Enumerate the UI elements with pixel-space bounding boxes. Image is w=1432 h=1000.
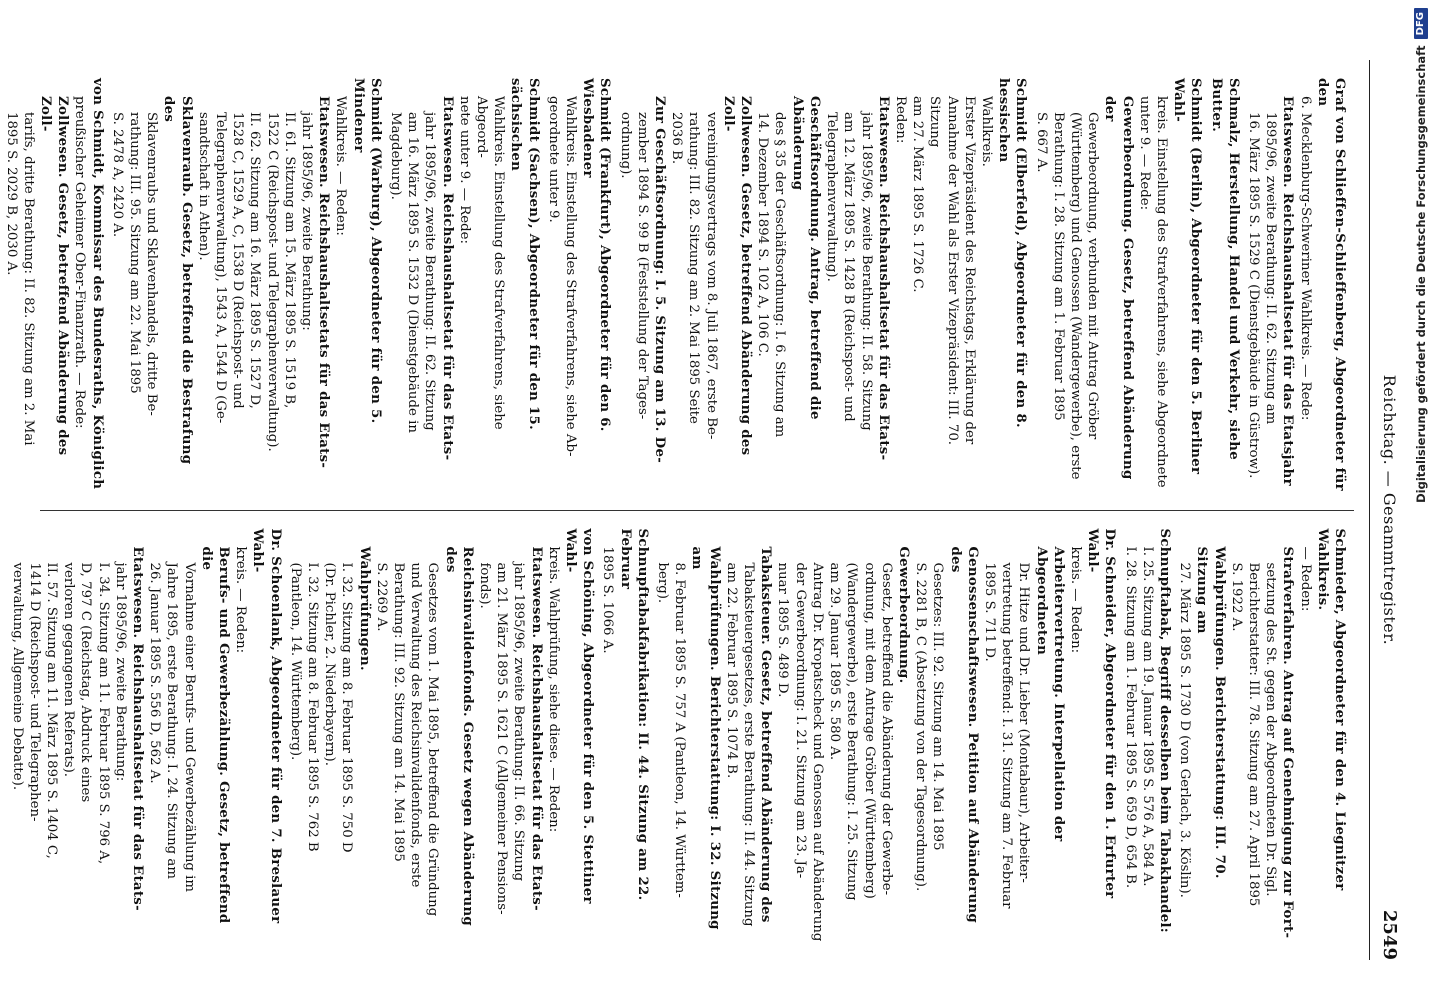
entry-line: Dr. Hitze und Dr. Lieber (Montabaur), Arbeiter- bbox=[1016, 562, 1032, 883]
entry-line: kreis. — Reden: bbox=[233, 546, 249, 654]
entry-line: Sklavenraubs und Sklavenhandels, dritte Be- bbox=[144, 112, 160, 416]
entry-line: I. 34. Sitzung am 11. Februar 1895 S. 796 A, bbox=[95, 562, 111, 865]
entry-line: 2036 B. bbox=[669, 112, 685, 165]
entry-line: vertretung betreffend: I. 31. Sitzung am 7. Februar bbox=[999, 562, 1015, 909]
entry-line: Wahlkreis. bbox=[978, 96, 994, 167]
dfg-funding-note: Digitalisierung gefördert durch die Deutsche Forschungsgemeinschaft bbox=[1414, 45, 1428, 503]
entry-schmalz bbox=[1207, 78, 1241, 492]
entry-line: am 27. März 1895 S. 1726 C. bbox=[910, 96, 926, 293]
entry-heading: Dr. Schoenlank, Abgeordneter für den 7. Breslauer Wahl- bbox=[250, 528, 283, 924]
entry-line: am 21. März 1895 S. 1621 C (Allgemeiner Pensions- bbox=[494, 562, 510, 915]
entry-line: des § 35 der Geschäftsordnung: I. 6. Sitzung am bbox=[772, 112, 788, 438]
entry-line: I. 25. Sitzung am 19. Januar 1895 S. 576 A, 584 A. bbox=[1139, 546, 1155, 887]
text-columns bbox=[3, 60, 1354, 960]
subject-heading: Sklavenraub. Gesetz, betreffend die Bestrafung des bbox=[161, 96, 194, 465]
entry-line: jahr 1895/96, zweite Berathung: bbox=[299, 112, 315, 331]
entry-schlieffen bbox=[1245, 78, 1348, 492]
entry-heading: Schmidt (Sachsen), Abgeordneter für den 15. sächsischen bbox=[508, 78, 541, 431]
page-title: Reichstag. — Gesammtregister. bbox=[1380, 374, 1400, 646]
entry-line: 1528 C, 1529 A, C, 1538 D (Reichspost- und bbox=[230, 112, 246, 409]
entry-line: 1895 S. 1066 A. bbox=[600, 546, 616, 654]
entry-line: 1895/96, zweite Berathung: II. 62. Sitzung am bbox=[1263, 112, 1279, 425]
entry-line: kreis. Einstellung des Strafverfahrens, siehe Abgeordnete bbox=[1153, 96, 1169, 488]
page-number: 2549 bbox=[1379, 909, 1401, 960]
entry-line: I. 28. Sitzung am 1. Februar 1895 S. 659 D, 654 B. bbox=[1122, 546, 1138, 889]
subject-heading: Reichsinvalidenfonds. Gesetz wegen Abänderung des bbox=[442, 546, 475, 927]
entry-line: 6. Mecklenburg-Schweriner Wahlkreis. — Rede: bbox=[1297, 96, 1313, 421]
entry-line: Reden: bbox=[892, 96, 908, 144]
entry-line: Wahlkreis. Einstellung des Strafverfahrens, siehe Ab- bbox=[563, 96, 579, 457]
entry-line: Magdeburg). bbox=[388, 112, 404, 200]
entry-schmieder bbox=[1176, 529, 1348, 943]
entry-schmidt-frankfurt bbox=[545, 78, 614, 492]
entry-line: jahr 1895/96, zweite Berathung: bbox=[112, 562, 128, 782]
entry-line: Gesetzes: III. 92. Sitzung am 14. Mai 1895 bbox=[930, 562, 946, 851]
entry-line: (Wandergewerbe), erste Berathung: I. 25. Sitzung bbox=[844, 562, 860, 901]
entry-line: — Reden: bbox=[1297, 546, 1313, 612]
subject-heading: Gewerbeordnung. bbox=[895, 546, 911, 684]
entry-line: I. 32. Sitzung am 8. Februar 1895 S. 750 D bbox=[339, 562, 355, 853]
entry-line: fonds). bbox=[477, 562, 493, 609]
entry-heading: Schmidt (Berlin), Abgeordneter für den 5. Berliner Wahl- bbox=[1171, 78, 1204, 475]
subject-heading: Wahlprüfungen. Berichterstattung: I. 32. Sitzung am bbox=[689, 546, 722, 930]
subject-heading: Zollwesen. Gesetz, betreffend Abänderung des Zoll- bbox=[720, 96, 754, 456]
entry-line: Antrag Dr. Kropatscheck und Genossen auf Abänderung bbox=[809, 562, 825, 942]
entry-line: und Verwaltung des Reichsinvalidenfonds, erste bbox=[408, 562, 424, 888]
entry-line: 1895 S. 711 D. bbox=[981, 562, 997, 662]
entry-line: S. 1922 A. bbox=[1228, 562, 1244, 632]
entry-line: 8. Februar 1895 S. 757 A (Pantleon, 14. Württem- bbox=[672, 562, 688, 898]
entry-schnupftabak bbox=[1121, 529, 1173, 943]
subject-heading: Zollwesen. Gesetz, betreffend Abänderung des Zoll- bbox=[37, 96, 71, 456]
entry-line: ordnung). bbox=[617, 112, 633, 179]
entry-line: Berathung: I. 28. Sitzung am 1. Februar 1895 bbox=[1050, 112, 1066, 421]
entry-line: vereinigungsvertrags vom 8. Juli 1867, erste Be- bbox=[703, 112, 719, 440]
entry-line: preußischer Geheimer Ober-Finanzrath. — Rede: bbox=[72, 96, 88, 429]
entry-line: sandtschaft in Athen). bbox=[195, 112, 211, 261]
entry-line: 14. Dezember 1894 S. 102 A, 106 C. bbox=[755, 112, 771, 357]
entry-heading: Schmieder, Abgeordneter für den 4. Liegnitzer Wahlkreis. bbox=[1314, 528, 1347, 891]
entry-line: S. 667 A. bbox=[1033, 112, 1049, 173]
entry-line: 1895 S. 2029 B, 2030 A. bbox=[3, 112, 19, 276]
entry-line: Tabaksteuergesetzes, erste Berathung: II. 44. Sitzung bbox=[741, 562, 757, 927]
entry-heading: von Schmidt, Kommissar des Bundesraths, Königlich bbox=[89, 78, 105, 490]
entry-line: D, 797 C (Reichstag, Abdruck eines bbox=[78, 562, 94, 803]
entry-line: setzung des St. gegen der Abgeordneten Dr. Sigl. bbox=[1263, 562, 1279, 897]
entry-line: (Dr. Pichler, 2. Niederbayern). bbox=[322, 562, 338, 766]
entry-line: I. 32. Sitzung am 8. Februar 1895 S. 762 B bbox=[305, 562, 321, 852]
entry-line: jahr 1895/96, zweite Berathung: II. 58. Sitzung bbox=[858, 112, 874, 431]
entry-line: Gesetz, betreffend die Abänderung der Gewerbe- bbox=[878, 562, 894, 896]
entry-line: der Gewerbeordnung: I. 21. Sitzung am 23. Ja- bbox=[792, 562, 808, 879]
entry-line: Wahlkreis. — Reden: bbox=[333, 96, 349, 236]
entry-line: Telegraphenverwaltung), 1543 A, 1544 D (Ge- bbox=[213, 112, 228, 424]
entry-line: II. 62. Sitzung am 16. März 1895 S. 1527 D, bbox=[247, 112, 263, 409]
entry-line: kreis. — Reden: bbox=[1067, 546, 1083, 654]
entry-line: rathung: III. 82. Sitzung am 2. Mai 1895 Seite bbox=[686, 112, 702, 424]
entry-line: II. 61. Sitzung am 15. März 1895 S. 1519 B, bbox=[281, 112, 297, 409]
dfg-stamp-text bbox=[1412, 8, 1430, 948]
subject-heading: Genossenschaftswesen. Petition auf Abänderung des bbox=[947, 546, 980, 924]
subject-heading: Wahlprüfungen. bbox=[356, 546, 372, 671]
entry-heading: Schnupftabakfabrikation: II. 44. Sitzung am 22. Februar bbox=[617, 528, 650, 901]
column-left bbox=[3, 60, 1354, 510]
dfg-stamp bbox=[1412, 8, 1430, 948]
subject-heading: Strafverfahren. Antrag auf Genehmigung zur Fort- bbox=[1280, 546, 1296, 939]
entry-line: S. 2281 B, C (Absetzung von der Tagesordnung). bbox=[913, 562, 929, 892]
subject-heading: Berufs- und Gewerbezählung. Gesetz, betreffend die bbox=[198, 546, 231, 924]
entry-schmidt-elberfeld bbox=[616, 78, 1029, 492]
entry-schnupftabakfabrikation bbox=[599, 529, 651, 943]
entry-heading: Dr. Schneider, Abgeordneter für den 1. Erfurter Wahl- bbox=[1085, 528, 1118, 899]
entry-line: am 29. Januar 1895 S. 580 A. bbox=[827, 562, 843, 761]
entry-line: Berathung: III. 92. Sitzung am 14. Mai 1895 bbox=[391, 562, 407, 862]
entry-von-schmidt bbox=[2, 78, 105, 492]
subject-heading: Wahlprüfungen. Berichterstattung: III. 70. Sitzung am bbox=[1194, 546, 1227, 879]
entry-schmidt-berlin bbox=[1032, 78, 1204, 492]
subject-heading: Zur Geschäftsordnung: I. 5. Sitzung am 13. De- bbox=[652, 96, 668, 464]
entry-line: zember 1894 S. 99 B (Feststellung der Tages- bbox=[634, 112, 650, 420]
dfg-logo: DFG bbox=[1414, 8, 1428, 39]
entry-line: verloren gegangenen Referats). bbox=[61, 562, 77, 778]
entry-line: jahr 1895/96, zweite Berathung: II. 66. Sitzung bbox=[511, 562, 527, 882]
entry-heading: von Schöning, Abgeordneter für den 5. Stettiner Wahl- bbox=[563, 528, 596, 904]
entry-line: am 22. Februar 1895 S. 1074 B. bbox=[723, 562, 739, 779]
entry-schoenlank bbox=[8, 529, 283, 943]
entry-line: berg). bbox=[655, 562, 671, 604]
entry-line: Annahme der Wahl als Erster Vizepräsident: III. 70. Sitzung bbox=[927, 96, 960, 446]
subject-heading: Etatswesen. Reichshaushaltsetat für das Etats- bbox=[129, 546, 145, 911]
entry-von-schoening bbox=[287, 529, 597, 943]
entry-line: am 16. März 1895 S. 1532 D (Dienstgebäude in bbox=[405, 112, 421, 433]
entry-line: 1414 D (Reichspost- und Telegraphen- bbox=[26, 562, 42, 822]
entry-line: 1522 C (Reichspost- und Telegraphenverwaltung). bbox=[264, 112, 280, 452]
entry-line: Gewerbeordnung, verbunden mit Antrag Gröber bbox=[1085, 112, 1101, 440]
entry-line: S. 2269 A. bbox=[373, 562, 389, 632]
entry-schneider bbox=[654, 529, 1118, 943]
subject-heading: Etatswesen. Reichshaushaltsetat für das Etats- bbox=[439, 96, 455, 461]
entry-line: Wahlkreis. Einstellung des Strafverfahrens, siehe Abgeord- bbox=[474, 96, 507, 430]
entry-heading: Graf von Schlieffen-Schlieffenberg, Abgeordneter für den bbox=[1314, 78, 1347, 491]
entry-line: II. 57. Sitzung am 11. März 1895 S. 1404 C, bbox=[43, 562, 59, 859]
entry-heading: Schnupftabak, Begriff desselben beim Tabakhandel: bbox=[1156, 528, 1172, 934]
entry-line: 16. März 1895 S. 1529 C (Dienstgebäude in Güstrow). bbox=[1245, 112, 1261, 479]
entry-line: 26. Januar 1895 S. 556 D, 562 A. bbox=[147, 562, 163, 784]
entry-heading: Schmidt (Elberfeld), Abgeordneter für den 8. hessischen bbox=[996, 78, 1029, 428]
subject-heading: Arbeitervertretung. Interpellation der Abgeordneten bbox=[1033, 546, 1066, 842]
subject-heading: Gewerbeordnung. Gesetz, betreffend Abänderung der bbox=[1102, 96, 1135, 480]
entry-line: tarifs, dritte Berathung: II. 82. Sitzung am 2. Mai bbox=[20, 112, 36, 446]
entry-line: nuar 1895 S. 489 D. bbox=[775, 562, 791, 698]
entry-line: (Pantleon, 14. Württemberg). bbox=[287, 562, 303, 761]
entry-line: Vornahme einer Berufs- und Gewerbezählung im bbox=[181, 562, 197, 892]
entry-line: S. 2478 A, 2420 A. bbox=[109, 112, 125, 238]
page-header bbox=[1369, 60, 1410, 960]
entry-line: am 12. März 1895 S. 1428 B (Reichspost- und bbox=[841, 112, 857, 422]
entry-line: kreis. Wahlprüfung, siehe diese. — Reden: bbox=[545, 546, 561, 833]
entry-schmidt-warburg bbox=[109, 78, 384, 492]
entry-line: Jahre 1895, erste Berathung: I. 24. Sitzung am bbox=[164, 562, 180, 879]
entry-heading: Schmidt (Frankfurt), Abgeordneter für den 6. Wiesbadener bbox=[580, 78, 613, 432]
entry-line: geordnete unter 9. bbox=[545, 96, 561, 223]
subject-heading: Geschäftsordnung. Antrag, betreffend die Abänderung bbox=[789, 96, 822, 420]
subject-heading: Etatswesen. Reichshaushaltsetat für das Etats- bbox=[528, 546, 544, 911]
subject-heading: Etatswesen. Reichshaushaltsetat für das Etats- bbox=[875, 96, 891, 461]
column-right bbox=[9, 510, 1354, 961]
entry-schmidt-sachsen bbox=[387, 78, 542, 492]
entry-line: rathung: III. 95. Sitzung am 22. Mai 1895 bbox=[126, 112, 142, 394]
entry-line: Berichterstatter: III. 78. Sitzung am 27. April 1895 bbox=[1245, 562, 1261, 907]
entry-line: Erster Vizepräsident des Reichstags, Erklärung der bbox=[961, 96, 977, 445]
entry-line: 27. März 1895 S. 1730 D (von Gerlach, 3. Köslin). bbox=[1177, 562, 1193, 898]
subject-heading: Tabaksteuer. Gesetz, betreffend Abänderung des bbox=[758, 546, 774, 923]
subject-heading: Etatswesen. Reichshaushaltsetat für das Etatsjahr bbox=[1280, 96, 1296, 486]
entry-line: ordnung, mit dem Antrage Gröber (Württemberg) bbox=[861, 562, 877, 899]
entry-line: nete unter 9. — Rede: bbox=[456, 96, 472, 244]
entry-line: Telegraphenverwaltung). bbox=[824, 112, 840, 282]
entry-line: (Württemberg) und Genossen (Wandergewerbe), erste bbox=[1067, 112, 1083, 480]
entry-line: unter 9. — Rede: bbox=[1136, 96, 1152, 211]
entry-heading: Schmidt (Warburg), Abgeordneter für den 5. Mindener bbox=[350, 78, 383, 424]
subject-heading: Etatswesen. Reichshaushaltsetats für das Etats- bbox=[316, 96, 332, 469]
entry-heading: Schmalz, Herstellung, Handel und Verkehr, siehe Butter. bbox=[1208, 78, 1241, 460]
entry-line: Gesetzes vom 1. Mai 1895, betreffend die Gründung bbox=[425, 562, 441, 917]
entry-line: verwaltung, Allgemeine Debatte). bbox=[9, 562, 25, 791]
entry-line: jahr 1895/96, zweite Berathung: II. 62. Sitzung bbox=[422, 112, 438, 431]
